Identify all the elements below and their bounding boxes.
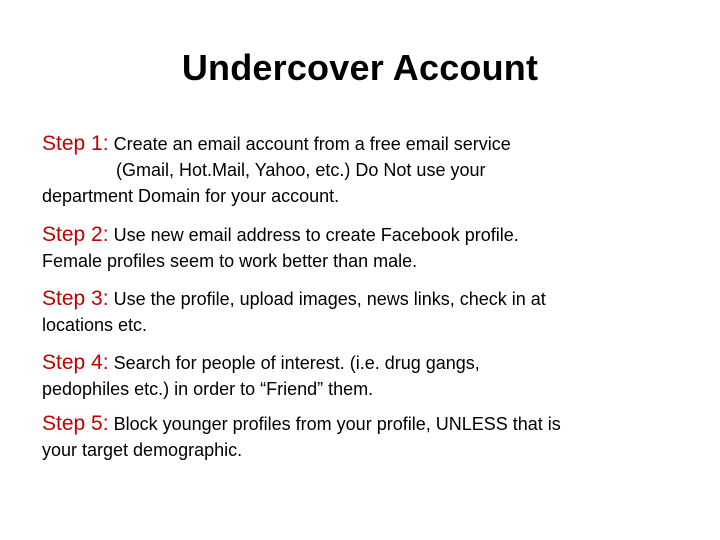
step-4 [42, 350, 682, 402]
step-5-line-1 [42, 411, 682, 437]
step-2-line-1 [42, 222, 682, 248]
step-4-prefix: Step 4: [42, 351, 109, 374]
slide-title: Undercover Account [181, 47, 539, 88]
step-5 [42, 411, 682, 463]
step-1-text-1: Create an email account from a free email service [113, 134, 511, 154]
step-2-prefix: Step 2: [42, 223, 109, 246]
step-5-line-2: your target demographic. [42, 440, 243, 460]
step-3-text-1: Use the profile, upload images, news links, check in at [113, 289, 546, 309]
step-4-text-1: Search for people of interest. (i.e. drug gangs, [113, 353, 480, 373]
step-5-prefix: Step 5: [42, 412, 109, 435]
step-2 [42, 222, 682, 274]
step-4-line-1 [42, 350, 682, 376]
step-1-line-1 [42, 131, 682, 157]
step-3-prefix: Step 3: [42, 287, 109, 310]
step-1-line-2: (Gmail, Hot.Mail, Yahoo, etc.) Do Not use your [116, 160, 486, 180]
step-4-line-2: pedophiles etc.) in order to “Friend” them. [42, 379, 374, 399]
step-3-line-2: locations etc. [42, 315, 148, 335]
step-2-line-2: Female profiles seem to work better than male. [42, 251, 418, 271]
step-2-text-1: Use new email address to create Facebook profile. [113, 225, 519, 245]
step-3 [42, 286, 682, 338]
step-3-line-1 [42, 286, 682, 312]
step-5-text-1: Block younger profiles from your profile, UNLESS that is [113, 414, 561, 434]
step-1-line-3: department Domain for your account. [42, 186, 340, 206]
step-1-prefix: Step 1: [42, 132, 109, 155]
step-1 [42, 131, 682, 209]
